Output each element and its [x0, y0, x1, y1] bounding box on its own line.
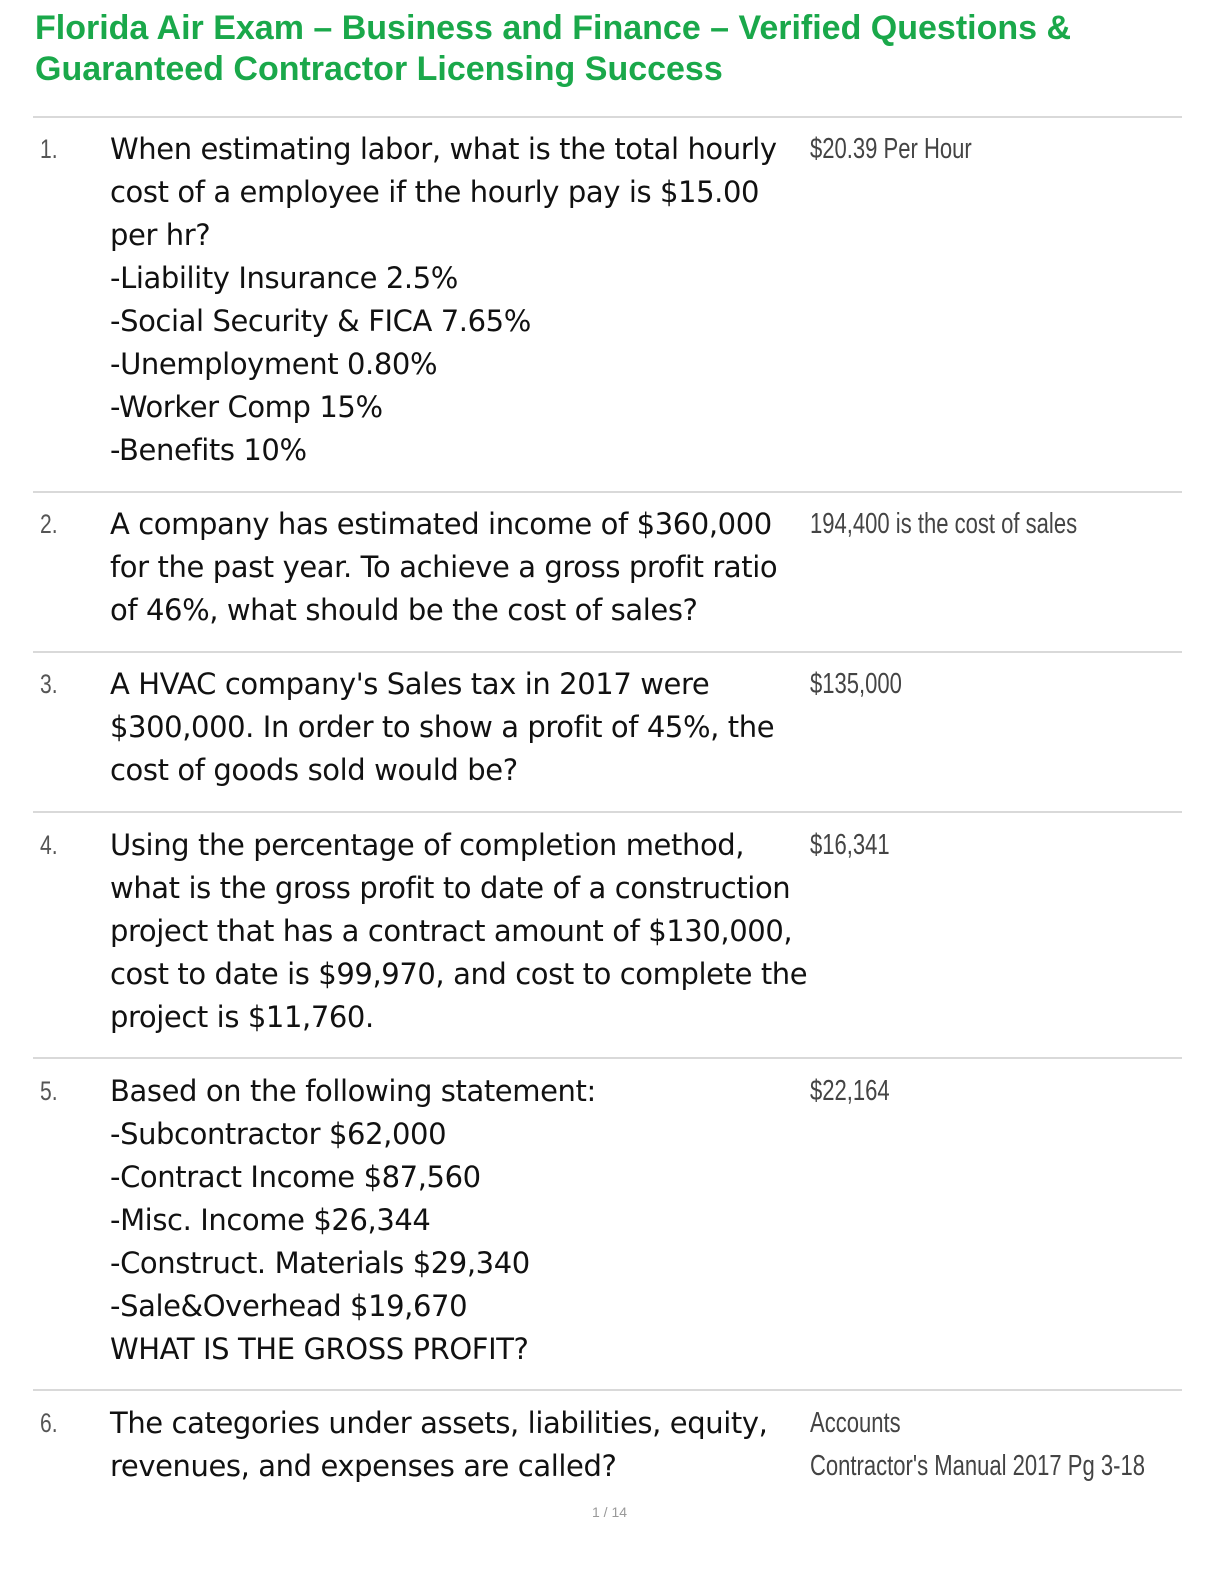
question-line: what is the gross profit to date of a construction	[110, 871, 791, 905]
question-line: -Misc. Income $26,344	[110, 1203, 431, 1237]
question-text	[110, 503, 810, 632]
question-number: 5.	[40, 1076, 58, 1106]
answer-line: Contractor's Manual 2017 Pg 3-18	[810, 1450, 1146, 1482]
answer-text	[810, 824, 1114, 867]
question-line: of 46%, what should be the cost of sales?	[110, 593, 698, 627]
question-line: -Liability Insurance 2.5%	[110, 261, 458, 295]
question-text	[110, 824, 810, 1039]
question-line: WHAT IS THE GROSS PROFIT?	[110, 1332, 529, 1366]
divider	[33, 811, 1182, 813]
page-title	[35, 8, 1185, 90]
question-number: 3.	[40, 669, 58, 699]
question-line: $300,000. In order to show a profit of 45%, the	[110, 710, 775, 744]
answer-text	[810, 1070, 1114, 1113]
question-line: -Construct. Materials $29,340	[110, 1246, 530, 1280]
question-line: A HVAC company's Sales tax in 2017 were	[110, 667, 710, 701]
question-line: Based on the following statement:	[110, 1074, 596, 1108]
question-line: -Subcontractor $62,000	[110, 1117, 447, 1151]
divider	[33, 491, 1182, 493]
question-line: per hr?	[110, 218, 211, 252]
question-line: -Worker Comp 15%	[110, 390, 383, 424]
question-line: cost of a employee if the hourly pay is $15.00	[110, 175, 760, 209]
answer-line: $135,000	[810, 668, 902, 700]
question-number: 1.	[40, 134, 58, 164]
question-line: cost of goods sold would be?	[110, 753, 518, 787]
question-line: A company has estimated income of $360,000	[110, 507, 772, 541]
answer-line: 194,400 is the cost of sales	[810, 508, 1078, 540]
answer-line: $22,164	[810, 1075, 890, 1107]
question-text	[110, 663, 810, 792]
question-text	[110, 128, 810, 472]
question-line: The categories under assets, liabilities, equity,	[110, 1406, 768, 1440]
question-line: -Sale&Overhead $19,670	[110, 1289, 468, 1323]
question-line: -Social Security & FICA 7.65%	[110, 304, 531, 338]
question-line: for the past year. To achieve a gross profit ratio	[110, 550, 778, 584]
question-line: project is $11,760.	[110, 1000, 374, 1034]
page-title-line-1: Florida Air Exam – Business and Finance – Verified Questions &	[35, 9, 1072, 47]
question-line: -Unemployment 0.80%	[110, 347, 438, 381]
divider	[33, 1057, 1182, 1059]
question-line: Using the percentage of completion method,	[110, 828, 745, 862]
page-number: 1 / 14	[592, 1504, 628, 1520]
question-number: 2.	[40, 509, 58, 539]
question-number: 4.	[40, 830, 58, 860]
question-text	[110, 1402, 810, 1488]
divider	[33, 116, 1182, 118]
question-line: revenues, and expenses are called?	[110, 1449, 617, 1483]
question-line: project that has a contract amount of $130,000,	[110, 914, 793, 948]
question-line: -Benefits 10%	[110, 433, 307, 467]
answer-text	[810, 503, 1114, 546]
question-line: cost to date is $99,970, and cost to complete the	[110, 957, 808, 991]
answer-text	[810, 128, 1114, 171]
question-text	[110, 1070, 810, 1371]
answer-text	[810, 663, 1114, 706]
divider	[33, 651, 1182, 653]
answer-text	[810, 1402, 1146, 1488]
answer-line: Accounts	[810, 1407, 901, 1439]
question-number: 6.	[40, 1408, 58, 1438]
answer-line: $16,341	[810, 829, 890, 861]
answer-line: $20.39 Per Hour	[810, 133, 972, 165]
question-line: When estimating labor, what is the total hourly	[110, 132, 777, 166]
question-line: -Contract Income $87,560	[110, 1160, 481, 1194]
page-title-line-2: Guaranteed Contractor Licensing Success	[35, 50, 723, 88]
divider	[33, 1389, 1182, 1391]
